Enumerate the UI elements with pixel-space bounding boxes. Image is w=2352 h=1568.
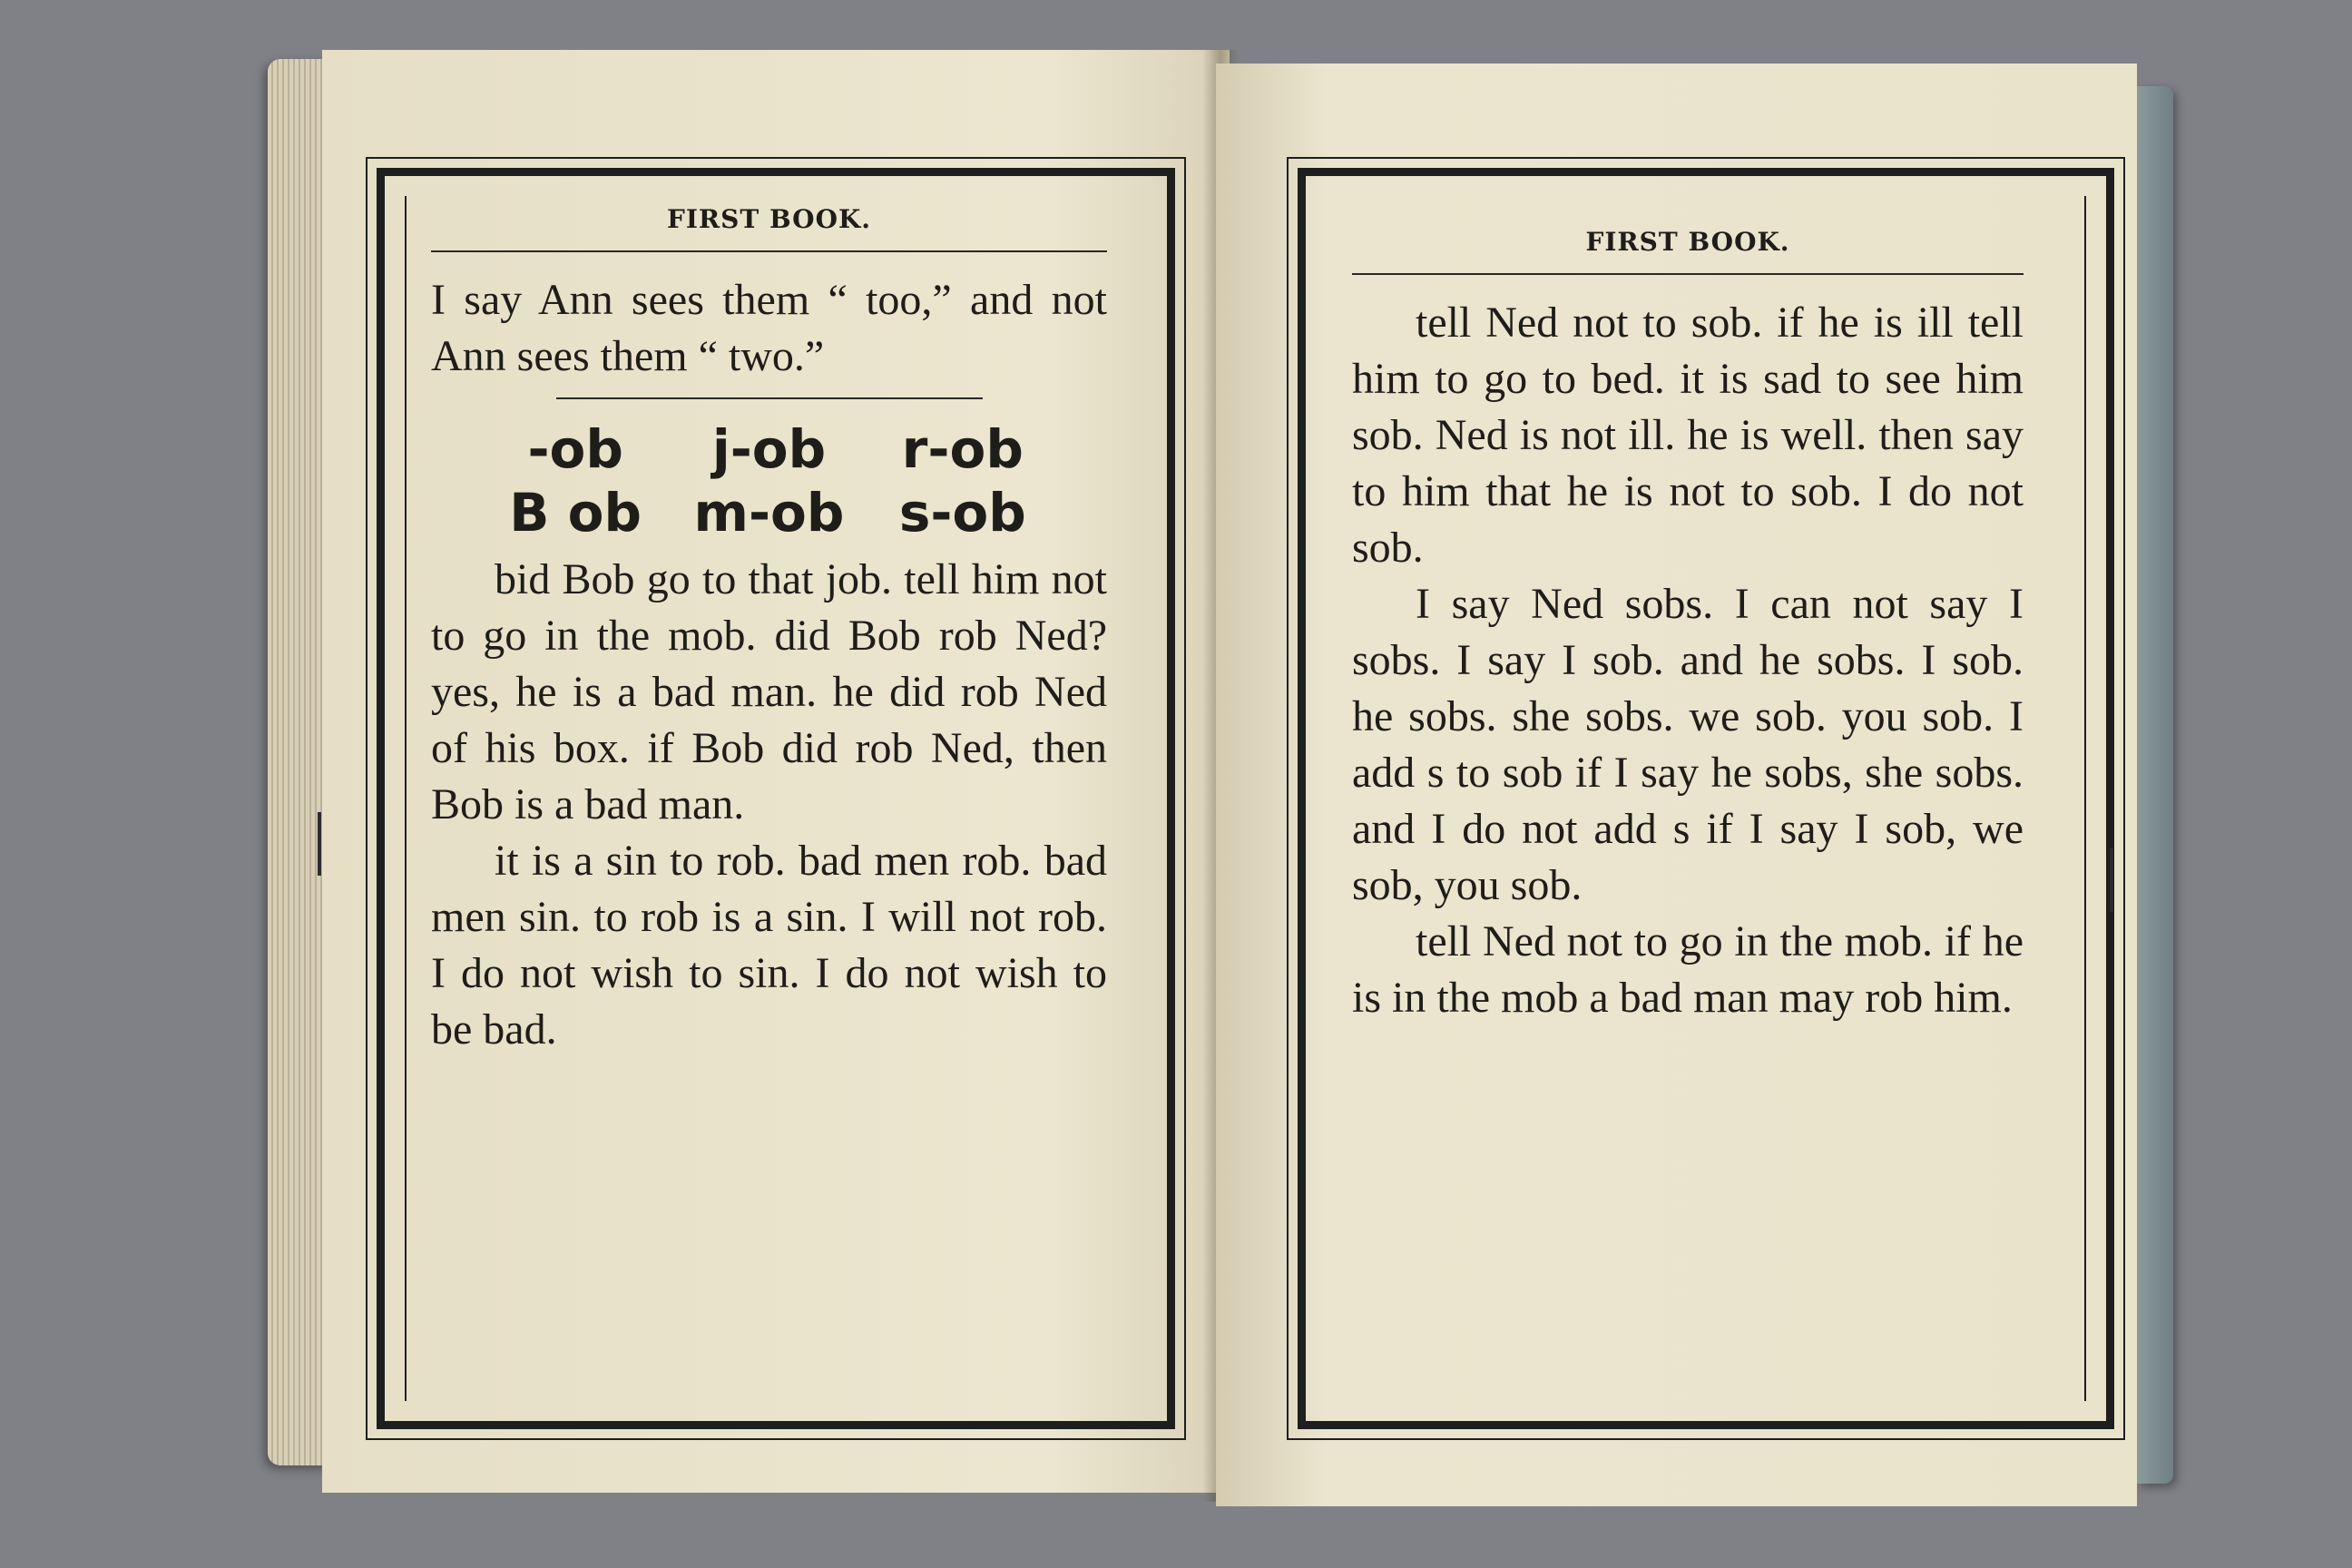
word-item: r-ob: [901, 418, 1024, 480]
left-paragraph-2: bid Bob go to that job. tell him not to go in the mob. did Bob rob Ned? yes, he is a bad man. he did rob Ned of his box. if Bob did rob Ned, then Bob is a bad man.: [431, 555, 1107, 828]
binding-thread-left: [318, 812, 321, 876]
left-section-rule: [556, 397, 983, 399]
word-item: j-ob: [711, 418, 827, 480]
word-item: m-ob: [693, 482, 845, 544]
right-running-head: FIRST BOOK.: [1585, 227, 1790, 257]
word-item: s-ob: [898, 482, 1026, 544]
word-item: -ob: [527, 418, 623, 480]
left-page-text: [431, 204, 1107, 1058]
book-cover-edge-right: [2137, 86, 2173, 1484]
left-paragraph-1: I say Ann sees them “ too,” and not Ann sees them “ two.”: [431, 276, 1107, 380]
left-page: [322, 50, 1230, 1493]
right-page-text: [1352, 227, 2024, 1026]
left-head-rule: [431, 250, 1107, 252]
left-paragraph-3: it is a sin to rob. bad men rob. bad men sin. to rob is a sin. I will not rob. I do not wish to sin. I do not wish to be bad.: [431, 837, 1107, 1054]
right-paragraph-3: tell Ned not to go in the mob. if he is in the mob a bad man may rob him.: [1352, 917, 2024, 1022]
binding-thread-right: [2110, 848, 2113, 912]
right-paragraph-2: I say Ned sobs. I can not say I sobs. I say I sob. and he sobs. I sob. he sobs. she sobs. we sob. you sob. I add s to sob if I say he sobs, she sobs. and I do not add s if I say I sob, we sob, you sob.: [1352, 580, 2024, 909]
right-head-rule: [1352, 273, 2024, 275]
right-page: [1216, 64, 2137, 1506]
word-family-list: [479, 417, 1060, 544]
left-running-head: FIRST BOOK.: [666, 204, 872, 234]
right-paragraph-1: tell Ned not to sob. if he is ill tell him to go to bed. it is sad to see him sob. Ned is not ill. he is well. then say to him that he is not to sob. I do not sob.: [1352, 299, 2024, 572]
word-item: B ob: [509, 482, 642, 544]
open-book: [268, 50, 2173, 1493]
left-border-inner-line: [405, 196, 407, 1401]
right-border-inner-line: [2084, 196, 2086, 1401]
